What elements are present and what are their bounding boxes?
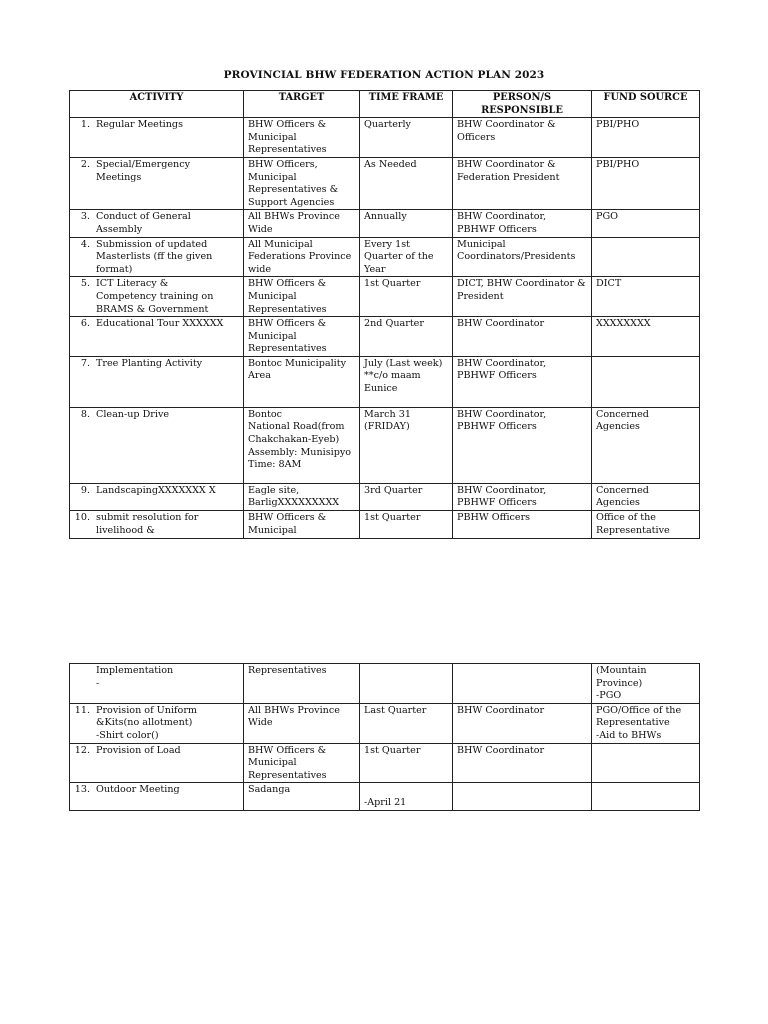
target-cell: BHW Officers & Municipal Representatives [244,118,360,158]
person-responsible-cell [453,783,592,810]
row-number: 11. [74,704,90,716]
person-responsible-cell: DICT, BHW Coordinator & President [453,277,592,317]
activity-cell [70,511,244,539]
time-frame-cell: As Needed [360,157,453,209]
target-cell: BHW Officers, Municipal Representatives & Support Agencies [244,157,360,209]
table-row [70,317,700,357]
time-frame-cell [360,664,453,704]
table-row [70,483,700,510]
activity-text: ICT Literacy & Competency training on BRAMS & Government [96,278,214,315]
activity-text: Tree Planting Activity [96,357,203,369]
time-frame-cell: 1st Quarter [360,743,453,783]
table-row [70,237,700,277]
activity-text: Provision of Load [96,744,181,756]
time-frame-cell: Quarterly [360,118,453,158]
person-responsible-cell: BHW Coordinator, PBHWF Officers [453,356,592,407]
row-number: 3. [80,211,90,223]
activity-text: Submission of updated Masterlists (ff the given format) [96,238,213,275]
person-responsible-cell: BHW Coordinator, PBHWF Officers [453,407,592,483]
row-number: 4. [80,238,90,250]
person-responsible-cell: BHW Coordinator & Officers [453,118,592,158]
activity-cell [70,277,244,317]
activity-text: LandscapingXXXXXXX X [96,484,216,496]
table-row [70,277,700,317]
row-number: 12. [74,744,90,756]
table-row [70,664,700,704]
target-cell: All BHWs Province Wide [244,210,360,237]
activity-cell [70,703,244,743]
time-frame-cell: Every 1st Quarter of the Year [360,237,453,277]
person-responsible-cell: PBHW Officers [453,511,592,539]
activity-cell [70,237,244,277]
target-cell: BHW Officers & Municipal Representatives [244,277,360,317]
time-frame-cell: Last Quarter [360,703,453,743]
page-title: PROVINCIAL BHW FEDERATION ACTION PLAN 2023 [223,69,545,81]
header-target: TARGET [244,91,360,118]
row-number: 7. [80,357,90,369]
activity-cell [70,157,244,209]
target-cell: Bontoc National Road(from Chakchakan-Eyeb) Assembly: Munisipyo Time: 8AM [244,407,360,483]
activity-cell [70,210,244,237]
fund-source-cell: XXXXXXXX [592,317,700,357]
target-cell: BHW Officers & Municipal Representatives [244,743,360,783]
time-frame-cell: -April 21 [360,783,453,810]
header-time-frame: TIME FRAME [360,91,453,118]
target-cell: Representatives [244,664,360,704]
activity-text: Special/Emergency Meetings [96,158,191,183]
activity-cell [70,407,244,483]
activity-text: Clean-up Drive [96,408,170,420]
target-cell: Eagle site, BarligXXXXXXXXX [244,483,360,510]
activity-text: Conduct of General Assembly [96,211,191,235]
row-number: 9. [80,484,90,496]
activity-cell [70,783,244,810]
fund-source-cell: PBI/PHO [592,157,700,209]
activity-cell [70,317,244,357]
action-plan-table-continued [69,663,700,811]
activity-text: Provision of Uniform &Kits(no allotment) -Shirt color() [96,704,198,741]
table-row [70,210,700,237]
fund-source-cell: Concerned Agencies [592,407,700,483]
table-row [70,511,700,539]
action-plan-table [69,90,700,539]
time-frame-cell: 3rd Quarter [360,483,453,510]
header-activity: ACTIVITY [70,91,244,118]
row-number: 6. [80,318,90,330]
activity-text: Regular Meetings [96,119,183,131]
row-number: 5. [80,278,90,290]
table-row [70,783,700,810]
fund-source-cell: PBI/PHO [592,118,700,158]
table-row [70,356,700,407]
target-cell: BHW Officers & Municipal [244,511,360,539]
activity-cell [70,356,244,407]
fund-source-cell: (Mountain Province) -PGO [592,664,700,704]
person-responsible-cell: BHW Coordinator [453,703,592,743]
fund-source-cell: PGO/Office of the Representative -Aid to BHWs [592,703,700,743]
header-fund-source: FUND SOURCE [592,91,700,118]
activity-text: Outdoor Meeting [96,784,180,796]
fund-source-cell: DICT [592,277,700,317]
target-cell: Bontoc Municipality Area [244,356,360,407]
time-frame-cell: 1st Quarter [360,277,453,317]
table-row [70,118,700,158]
person-responsible-cell [453,664,592,704]
activity-cell [70,118,244,158]
time-frame-cell: 2nd Quarter [360,317,453,357]
activity-text: Educational Tour XXXXXX [96,318,224,330]
person-responsible-cell: BHW Coordinator [453,317,592,357]
table-row [70,157,700,209]
target-cell: BHW Officers & Municipal Representatives [244,317,360,357]
fund-source-cell [592,743,700,783]
target-cell: All Municipal Federations Province wide [244,237,360,277]
fund-source-cell [592,237,700,277]
time-frame-cell: Annually [360,210,453,237]
person-responsible-cell: BHW Coordinator, PBHWF Officers [453,483,592,510]
person-responsible-cell: BHW Coordinator [453,743,592,783]
target-cell: Sadanga [244,783,360,810]
row-number: 8. [80,408,90,420]
activity-text: submit resolution for livelihood & [96,512,199,536]
header-persons-responsible: PERSON/S RESPONSIBLE [453,91,592,118]
activity-cell [70,664,244,704]
fund-source-cell: Office of the Representative [592,511,700,539]
fund-source-cell [592,783,700,810]
time-frame-cell: July (Last week) **c/o maam Eunice [360,356,453,407]
activity-cell [70,743,244,783]
person-responsible-cell: BHW Coordinator & Federation President [453,157,592,209]
person-responsible-cell: Municipal Coordinators/Presidents [453,237,592,277]
activity-cell [70,483,244,510]
person-responsible-cell: BHW Coordinator, PBHWF Officers [453,210,592,237]
time-frame-cell: 1st Quarter [360,511,453,539]
time-frame-cell: March 31 (FRIDAY) [360,407,453,483]
activity-text: Implementation - [96,665,174,689]
row-number: 1. [80,119,90,131]
table-header-row [70,91,700,118]
target-cell: All BHWs Province Wide [244,703,360,743]
table-row [70,743,700,783]
fund-source-cell [592,356,700,407]
table-row [70,703,700,743]
fund-source-cell: Concerned Agencies [592,483,700,510]
row-number: 2. [80,158,90,170]
fund-source-cell: PGO [592,210,700,237]
table-row [70,407,700,483]
row-number: 10. [74,512,90,524]
row-number: 13. [74,784,90,796]
